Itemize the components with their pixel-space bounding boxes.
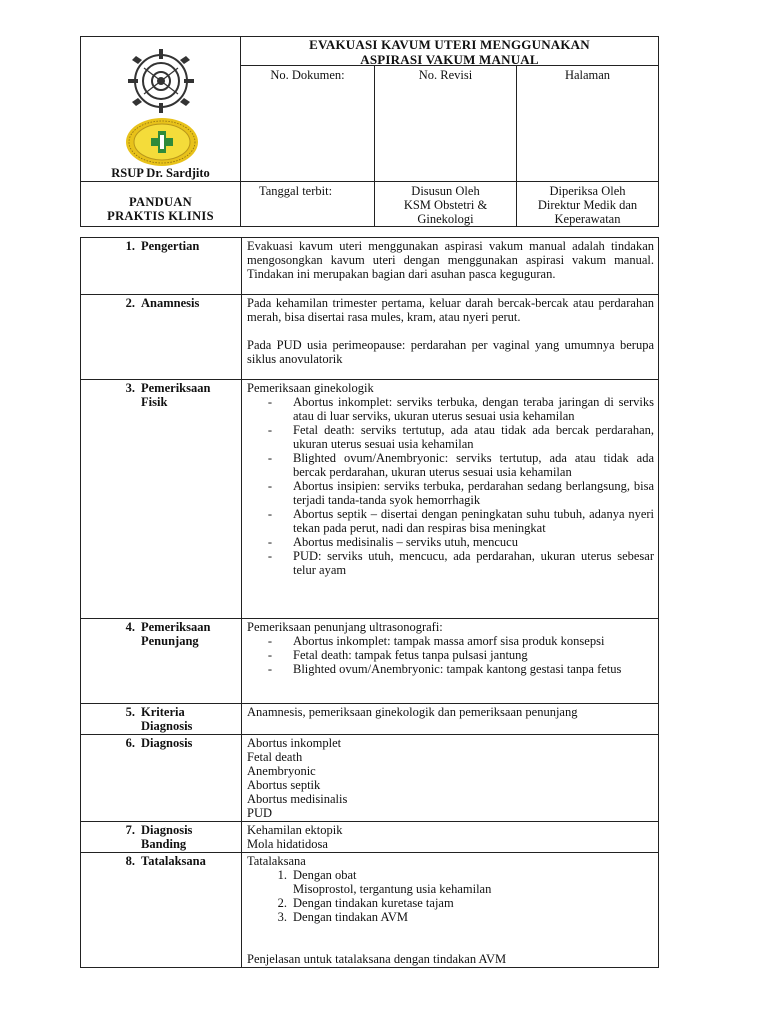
list-item: - Abortus septik – disertai dengan peningkatan suhu tubuh, adanya nyeri tekan pada perut, nadi dan respiras bisa meningkat xyxy=(267,507,654,535)
list-item: - Abortus medisinalis – serviks utuh, mencucu xyxy=(267,535,518,549)
section-label: Diagnosis Banding xyxy=(141,823,193,851)
list-item: 1. Dengan obat Misoprostol, tergantung usia kehamilan xyxy=(277,868,492,896)
list-item: Fetal death xyxy=(247,750,303,764)
section-diagnosis-banding: 7. Diagnosis Banding Kehamilan ektopik Mola hidatidosa xyxy=(81,822,659,853)
list-item: - Blighted ovum/Anembryonic: serviks tertutup, ada atau tidak ada bercak perdarahan, ukuran uterus sesuai usia kehamilan xyxy=(267,451,654,479)
pemeriksaan-fisik-list xyxy=(247,395,654,577)
halaman-cell: Halaman xyxy=(564,68,611,82)
list-item: Mola hidatidosa xyxy=(247,837,328,851)
tatalaksana-intro: Tatalaksana xyxy=(247,854,306,868)
list-item: PUD xyxy=(247,806,273,820)
header-table xyxy=(80,36,659,227)
anamnesis-p2: Pada PUD usia perimeopause: perdarahan per vaginal yang umumnya berupa siklus anovulatorik xyxy=(247,338,654,366)
list-item: Abortus medisinalis xyxy=(247,792,348,806)
no-dokumen-cell: No. Dokumen: xyxy=(241,66,375,181)
list-item: Anembryonic xyxy=(247,764,316,778)
content-table xyxy=(80,237,659,968)
section-label: Pengertian xyxy=(141,239,200,253)
section-label: Pemeriksaan Penunjang xyxy=(141,620,211,648)
panduan-cell: PANDUAN PRAKTIS KLINIS xyxy=(81,182,241,227)
rsup-seal-icon xyxy=(124,116,200,168)
list-item: - Abortus inkomplet: tampak massa amorf sisa produk konsepsi xyxy=(267,634,605,648)
list-item: - Fetal death: serviks tertutup, ada atau tidak ada bercak perdarahan, ukuran uterus sesuai usia kehamilan xyxy=(267,423,654,451)
section-diagnosis: 6. Diagnosis Abortus inkomplet Fetal death Anembryonic Abortus septik Abortus medisinalis PUD xyxy=(81,735,659,822)
title-area xyxy=(241,37,659,182)
tatalaksana-footer: Penjelasan untuk tatalaksana dengan tindakan AVM xyxy=(247,952,507,966)
list-item: - Abortus inkomplet: serviks terbuka, dengan teraba jaringan di serviks atau di luar serviks, ukuran uterus sesuai usia kehamilan xyxy=(267,395,654,423)
section-label: Anamnesis xyxy=(141,296,200,310)
section-pemeriksaan-penunjang: 4. Pemeriksaan Penunjang Pemeriksaan penunjang ultrasonografi: - Abortus inkomplet: tampak massa amorf sisa produk konsepsi - Fetal death: tampak fetus tanpa pulsasi jantung - Blighted ovum/Anembryonic: tampak kantong gestasi tanpa fetus xyxy=(81,619,659,704)
pengertian-text: Evakuasi kavum uteri menggunakan aspirasi vakum manual adalah tindakan mengosongkan kavum uteri dengan menggunakan aspirasi vakum manual. Tindakan ini merupakan bagian dari asuhan pasca keguguran. xyxy=(242,238,659,295)
logo-cell xyxy=(81,37,241,182)
disusun-cell: Disusun Oleh KSM Obstetri & Ginekologi xyxy=(375,182,517,227)
list-item: Abortus septik xyxy=(247,778,321,792)
kriteria-diagnosis-text: Anamnesis, pemeriksaan ginekologik dan pemeriksaan penunjang xyxy=(242,704,659,735)
section-kriteria-diagnosis: 5. Kriteria Diagnosis Anamnesis, pemeriksaan ginekologik dan pemeriksaan penunjang xyxy=(81,704,659,735)
ugm-emblem-icon xyxy=(124,48,198,114)
list-item: 2. Dengan tindakan kuretase tajam xyxy=(277,896,454,910)
document-title: EVAKUASI KAVUM UTERI MENGGUNAKAN ASPIRASI VAKUM MANUAL xyxy=(241,37,658,66)
anamnesis-p1: Pada kehamilan trimester pertama, keluar darah bercak-bercak atau perdarahan merah, bisa disertai rasa mules, kram, atau nyeri perut. xyxy=(247,296,654,324)
list-item: - PUD: serviks utuh, mencucu, ada perdarahan, ukuran uterus sebesar telur ayam xyxy=(267,549,654,577)
diagnosis-banding-list xyxy=(242,822,659,853)
list-item: Kehamilan ektopik xyxy=(247,823,343,837)
tanggal-terbit-cell: Tanggal terbit: xyxy=(241,182,375,227)
list-item: - Abortus insipien: serviks terbuka, perdarahan sedang berlangsung, bisa terjadi tanda-tanda syok hemorrhagik xyxy=(267,479,654,507)
section-label: Tatalaksana xyxy=(141,854,206,868)
hospital-name: RSUP Dr. Sardjito xyxy=(111,166,210,180)
diperiksa-cell: Diperiksa Oleh Direktur Medik dan Keperawatan xyxy=(517,182,659,227)
section-label: Kriteria Diagnosis xyxy=(141,705,193,733)
list-item: Abortus inkomplet xyxy=(247,736,342,750)
section-tatalaksana: 8. Tatalaksana Tatalaksana 1. Dengan obat Misoprostol, tergantung usia kehamilan 2. Dengan tindakan kuretase tajam 3. Dengan tindakan AVM Penjelasan untuk tatalaksana dengan tindakan AVM xyxy=(81,853,659,968)
list-item: 3. Dengan tindakan AVM xyxy=(277,910,409,924)
pemeriksaan-penunjang-list xyxy=(247,634,654,676)
section-label: Pemeriksaan Fisik xyxy=(141,381,211,409)
pemeriksaan-penunjang-intro: Pemeriksaan penunjang ultrasonografi: xyxy=(247,620,443,634)
section-label: Diagnosis xyxy=(141,736,193,750)
section-pengertian: 1. Pengertian Evakuasi kavum uteri menggunakan aspirasi vakum manual adalah tindakan mengosongkan kavum uteri dengan menggunakan aspirasi vakum manual. Tindakan ini merupakan bagian dari asuhan pasca keguguran. xyxy=(81,238,659,295)
section-anamnesis: 2. Anamnesis Pada kehamilan trimester pertama, keluar darah bercak-bercak atau perdarahan merah, bisa disertai rasa mules, kram, atau nyeri perut. Pada PUD usia perimeopause: perdarahan per vaginal yang umumnya berupa siklus anovulatorik xyxy=(81,295,659,380)
section-pemeriksaan-fisik: 3. Pemeriksaan Fisik Pemeriksaan ginekologik - Abortus inkomplet: serviks terbuka, dengan teraba jaringan di serviks atau di luar serviks, ukuran uterus sesuai usia kehamilan - Fetal death: serviks tertutup, ada atau tidak ada bercak perdarahan, ukuran uterus sesuai usia kehamilan - Blighted ovum/Anembryonic: serviks tertutup, ada atau tidak ada bercak perdarahan, ukuran uterus sesuai usia kehamilan - Abortus insipien: serviks terbuka, perdarahan sedang berlangsung, bisa terjadi tanda-tanda syok hemorrhagik - Abortus septik – disertai dengan peningkatan suhu tubuh, adanya nyeri tekan pada perut, nadi dan respiras bisa meningkat - Abortus medisinalis – serviks utuh, mencucu - PUD: serviks utuh, mencucu, ada perdarahan, ukuran uterus sebesar telur ayam xyxy=(81,380,659,619)
list-item: - Blighted ovum/Anembryonic: tampak kantong gestasi tanpa fetus xyxy=(267,662,622,676)
no-revisi-cell: No. Revisi xyxy=(375,66,517,181)
list-item: - Fetal death: tampak fetus tanpa pulsasi jantung xyxy=(267,648,528,662)
pemeriksaan-fisik-intro: Pemeriksaan ginekologik xyxy=(247,381,374,395)
diagnosis-list xyxy=(242,735,659,822)
tatalaksana-list xyxy=(247,868,654,924)
